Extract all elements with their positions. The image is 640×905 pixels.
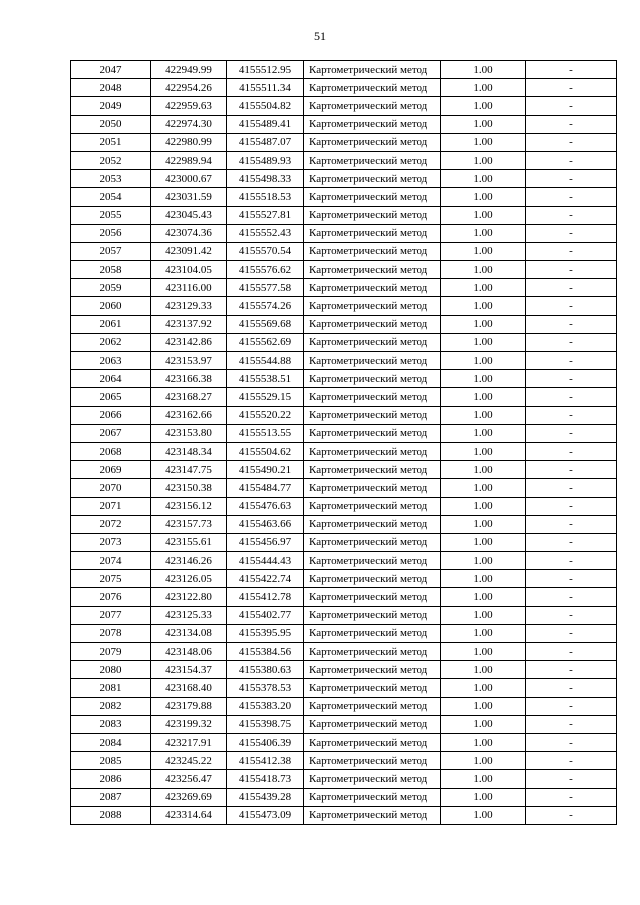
- y-coordinate-cell: 4155574.26: [227, 297, 304, 315]
- table-row: [71, 352, 617, 370]
- y-coordinate-cell: 4155489.41: [227, 115, 304, 133]
- accuracy-cell: 1.00: [441, 661, 526, 679]
- note-cell: -: [526, 406, 617, 424]
- y-coordinate-cell: 4155412.38: [227, 752, 304, 770]
- x-coordinate-cell: 423146.26: [151, 552, 227, 570]
- y-coordinate-cell: 4155576.62: [227, 261, 304, 279]
- x-coordinate-cell: 423104.05: [151, 261, 227, 279]
- x-coordinate-cell: 423166.38: [151, 370, 227, 388]
- table-row: [71, 570, 617, 588]
- x-coordinate-cell: 423256.47: [151, 770, 227, 788]
- note-cell: -: [526, 770, 617, 788]
- accuracy-cell: 1.00: [441, 115, 526, 133]
- note-cell: -: [526, 206, 617, 224]
- x-coordinate-cell: 423155.61: [151, 533, 227, 551]
- x-coordinate-cell: 423000.67: [151, 170, 227, 188]
- method-cell: Картометрический метод: [304, 606, 441, 624]
- x-coordinate-cell: 423157.73: [151, 515, 227, 533]
- note-cell: -: [526, 151, 617, 169]
- point-number-cell: 2049: [71, 97, 151, 115]
- point-number-cell: 2063: [71, 352, 151, 370]
- point-number-cell: 2066: [71, 406, 151, 424]
- point-number-cell: 2075: [71, 570, 151, 588]
- point-number-cell: 2083: [71, 715, 151, 733]
- method-cell: Картометрический метод: [304, 806, 441, 824]
- y-coordinate-cell: 4155412.78: [227, 588, 304, 606]
- table-row: [71, 170, 617, 188]
- y-coordinate-cell: 4155463.66: [227, 515, 304, 533]
- accuracy-cell: 1.00: [441, 297, 526, 315]
- table-row: [71, 770, 617, 788]
- table-row: [71, 370, 617, 388]
- y-coordinate-cell: 4155418.73: [227, 770, 304, 788]
- point-number-cell: 2084: [71, 733, 151, 751]
- accuracy-cell: 1.00: [441, 733, 526, 751]
- point-number-cell: 2080: [71, 661, 151, 679]
- note-cell: -: [526, 424, 617, 442]
- accuracy-cell: 1.00: [441, 133, 526, 151]
- method-cell: Картометрический метод: [304, 679, 441, 697]
- y-coordinate-cell: 4155518.53: [227, 188, 304, 206]
- accuracy-cell: 1.00: [441, 61, 526, 79]
- coordinates-table: [70, 60, 617, 825]
- method-cell: Картометрический метод: [304, 333, 441, 351]
- method-cell: Картометрический метод: [304, 297, 441, 315]
- y-coordinate-cell: 4155422.74: [227, 570, 304, 588]
- x-coordinate-cell: 423148.34: [151, 442, 227, 460]
- method-cell: Картометрический метод: [304, 370, 441, 388]
- note-cell: -: [526, 188, 617, 206]
- note-cell: -: [526, 297, 617, 315]
- x-coordinate-cell: 423142.86: [151, 333, 227, 351]
- table-row: [71, 461, 617, 479]
- point-number-cell: 2085: [71, 752, 151, 770]
- x-coordinate-cell: 423116.00: [151, 279, 227, 297]
- y-coordinate-cell: 4155395.95: [227, 624, 304, 642]
- accuracy-cell: 1.00: [441, 788, 526, 806]
- method-cell: Картометрический метод: [304, 715, 441, 733]
- method-cell: Картометрический метод: [304, 442, 441, 460]
- method-cell: Картометрический метод: [304, 515, 441, 533]
- accuracy-cell: 1.00: [441, 388, 526, 406]
- y-coordinate-cell: 4155562.69: [227, 333, 304, 351]
- point-number-cell: 2065: [71, 388, 151, 406]
- method-cell: Картометрический метод: [304, 61, 441, 79]
- table-row: [71, 333, 617, 351]
- y-coordinate-cell: 4155527.81: [227, 206, 304, 224]
- y-coordinate-cell: 4155504.82: [227, 97, 304, 115]
- accuracy-cell: 1.00: [441, 315, 526, 333]
- table-row: [71, 61, 617, 79]
- y-coordinate-cell: 4155487.07: [227, 133, 304, 151]
- x-coordinate-cell: 423150.38: [151, 479, 227, 497]
- y-coordinate-cell: 4155444.43: [227, 552, 304, 570]
- accuracy-cell: 1.00: [441, 442, 526, 460]
- accuracy-cell: 1.00: [441, 279, 526, 297]
- note-cell: -: [526, 461, 617, 479]
- note-cell: -: [526, 552, 617, 570]
- point-number-cell: 2048: [71, 79, 151, 97]
- note-cell: -: [526, 533, 617, 551]
- method-cell: Картометрический метод: [304, 752, 441, 770]
- coordinates-table-body: [71, 61, 617, 825]
- note-cell: -: [526, 388, 617, 406]
- note-cell: -: [526, 752, 617, 770]
- y-coordinate-cell: 4155402.77: [227, 606, 304, 624]
- table-row: [71, 315, 617, 333]
- method-cell: Картометрический метод: [304, 115, 441, 133]
- x-coordinate-cell: 423153.97: [151, 352, 227, 370]
- x-coordinate-cell: 423129.33: [151, 297, 227, 315]
- note-cell: -: [526, 61, 617, 79]
- point-number-cell: 2064: [71, 370, 151, 388]
- table-row: [71, 715, 617, 733]
- method-cell: Картометрический метод: [304, 643, 441, 661]
- point-number-cell: 2081: [71, 679, 151, 697]
- accuracy-cell: 1.00: [441, 752, 526, 770]
- y-coordinate-cell: 4155489.93: [227, 151, 304, 169]
- x-coordinate-cell: 423154.37: [151, 661, 227, 679]
- method-cell: Картометрический метод: [304, 788, 441, 806]
- method-cell: Картометрический метод: [304, 479, 441, 497]
- x-coordinate-cell: 423217.91: [151, 733, 227, 751]
- accuracy-cell: 1.00: [441, 170, 526, 188]
- method-cell: Картометрический метод: [304, 697, 441, 715]
- point-number-cell: 2069: [71, 461, 151, 479]
- table-row: [71, 79, 617, 97]
- point-number-cell: 2077: [71, 606, 151, 624]
- method-cell: Картометрический метод: [304, 497, 441, 515]
- table-row: [71, 242, 617, 260]
- x-coordinate-cell: 423168.40: [151, 679, 227, 697]
- y-coordinate-cell: 4155476.63: [227, 497, 304, 515]
- point-number-cell: 2079: [71, 643, 151, 661]
- y-coordinate-cell: 4155511.34: [227, 79, 304, 97]
- point-number-cell: 2050: [71, 115, 151, 133]
- note-cell: -: [526, 315, 617, 333]
- note-cell: -: [526, 370, 617, 388]
- point-number-cell: 2053: [71, 170, 151, 188]
- point-number-cell: 2071: [71, 497, 151, 515]
- table-row: [71, 624, 617, 642]
- x-coordinate-cell: 423269.69: [151, 788, 227, 806]
- table-row: [71, 115, 617, 133]
- accuracy-cell: 1.00: [441, 497, 526, 515]
- method-cell: Картометрический метод: [304, 97, 441, 115]
- point-number-cell: 2074: [71, 552, 151, 570]
- x-coordinate-cell: 422974.30: [151, 115, 227, 133]
- x-coordinate-cell: 423137.92: [151, 315, 227, 333]
- table-row: [71, 752, 617, 770]
- note-cell: -: [526, 606, 617, 624]
- method-cell: Картометрический метод: [304, 461, 441, 479]
- y-coordinate-cell: 4155552.43: [227, 224, 304, 242]
- x-coordinate-cell: 422959.63: [151, 97, 227, 115]
- method-cell: Картометрический метод: [304, 352, 441, 370]
- point-number-cell: 2051: [71, 133, 151, 151]
- y-coordinate-cell: 4155512.95: [227, 61, 304, 79]
- x-coordinate-cell: 423199.32: [151, 715, 227, 733]
- accuracy-cell: 1.00: [441, 588, 526, 606]
- y-coordinate-cell: 4155504.62: [227, 442, 304, 460]
- note-cell: -: [526, 352, 617, 370]
- y-coordinate-cell: 4155439.28: [227, 788, 304, 806]
- point-number-cell: 2076: [71, 588, 151, 606]
- accuracy-cell: 1.00: [441, 697, 526, 715]
- method-cell: Картометрический метод: [304, 552, 441, 570]
- x-coordinate-cell: 423122.80: [151, 588, 227, 606]
- x-coordinate-cell: 423156.12: [151, 497, 227, 515]
- method-cell: Картометрический метод: [304, 133, 441, 151]
- table-row: [71, 297, 617, 315]
- note-cell: -: [526, 242, 617, 260]
- accuracy-cell: 1.00: [441, 224, 526, 242]
- x-coordinate-cell: 423126.05: [151, 570, 227, 588]
- point-number-cell: 2052: [71, 151, 151, 169]
- point-number-cell: 2061: [71, 315, 151, 333]
- accuracy-cell: 1.00: [441, 333, 526, 351]
- note-cell: -: [526, 224, 617, 242]
- y-coordinate-cell: 4155378.53: [227, 679, 304, 697]
- note-cell: -: [526, 479, 617, 497]
- accuracy-cell: 1.00: [441, 570, 526, 588]
- table-row: [71, 188, 617, 206]
- method-cell: Картометрический метод: [304, 733, 441, 751]
- note-cell: -: [526, 806, 617, 824]
- y-coordinate-cell: 4155529.15: [227, 388, 304, 406]
- note-cell: -: [526, 624, 617, 642]
- point-number-cell: 2067: [71, 424, 151, 442]
- accuracy-cell: 1.00: [441, 479, 526, 497]
- point-number-cell: 2055: [71, 206, 151, 224]
- table-row: [71, 224, 617, 242]
- y-coordinate-cell: 4155473.09: [227, 806, 304, 824]
- note-cell: -: [526, 279, 617, 297]
- note-cell: -: [526, 442, 617, 460]
- accuracy-cell: 1.00: [441, 461, 526, 479]
- note-cell: -: [526, 170, 617, 188]
- x-coordinate-cell: 423162.66: [151, 406, 227, 424]
- x-coordinate-cell: 423134.08: [151, 624, 227, 642]
- note-cell: -: [526, 333, 617, 351]
- point-number-cell: 2070: [71, 479, 151, 497]
- y-coordinate-cell: 4155456.97: [227, 533, 304, 551]
- point-number-cell: 2058: [71, 261, 151, 279]
- method-cell: Картометрический метод: [304, 624, 441, 642]
- accuracy-cell: 1.00: [441, 606, 526, 624]
- table-row: [71, 533, 617, 551]
- table-row: [71, 479, 617, 497]
- y-coordinate-cell: 4155569.68: [227, 315, 304, 333]
- method-cell: Картометрический метод: [304, 533, 441, 551]
- accuracy-cell: 1.00: [441, 97, 526, 115]
- table-row: [71, 424, 617, 442]
- y-coordinate-cell: 4155538.51: [227, 370, 304, 388]
- point-number-cell: 2056: [71, 224, 151, 242]
- y-coordinate-cell: 4155490.21: [227, 461, 304, 479]
- x-coordinate-cell: 422954.26: [151, 79, 227, 97]
- method-cell: Картометрический метод: [304, 170, 441, 188]
- x-coordinate-cell: 422989.94: [151, 151, 227, 169]
- table-row: [71, 206, 617, 224]
- accuracy-cell: 1.00: [441, 515, 526, 533]
- method-cell: Картометрический метод: [304, 224, 441, 242]
- table-row: [71, 679, 617, 697]
- method-cell: Картометрический метод: [304, 388, 441, 406]
- table-row: [71, 515, 617, 533]
- x-coordinate-cell: 423179.88: [151, 697, 227, 715]
- page-number: 51: [314, 29, 326, 43]
- method-cell: Картометрический метод: [304, 242, 441, 260]
- table-row: [71, 133, 617, 151]
- accuracy-cell: 1.00: [441, 424, 526, 442]
- point-number-cell: 2060: [71, 297, 151, 315]
- accuracy-cell: 1.00: [441, 406, 526, 424]
- method-cell: Картометрический метод: [304, 261, 441, 279]
- accuracy-cell: 1.00: [441, 370, 526, 388]
- table-row: [71, 661, 617, 679]
- point-number-cell: 2073: [71, 533, 151, 551]
- note-cell: -: [526, 133, 617, 151]
- table-row: [71, 261, 617, 279]
- point-number-cell: 2087: [71, 788, 151, 806]
- y-coordinate-cell: 4155570.54: [227, 242, 304, 260]
- x-coordinate-cell: 423153.80: [151, 424, 227, 442]
- table-row: [71, 552, 617, 570]
- y-coordinate-cell: 4155513.55: [227, 424, 304, 442]
- point-number-cell: 2086: [71, 770, 151, 788]
- accuracy-cell: 1.00: [441, 533, 526, 551]
- accuracy-cell: 1.00: [441, 679, 526, 697]
- point-number-cell: 2082: [71, 697, 151, 715]
- note-cell: -: [526, 515, 617, 533]
- table-row: [71, 97, 617, 115]
- y-coordinate-cell: 4155577.58: [227, 279, 304, 297]
- note-cell: -: [526, 697, 617, 715]
- accuracy-cell: 1.00: [441, 715, 526, 733]
- y-coordinate-cell: 4155384.56: [227, 643, 304, 661]
- accuracy-cell: 1.00: [441, 242, 526, 260]
- table-row: [71, 643, 617, 661]
- note-cell: -: [526, 715, 617, 733]
- x-coordinate-cell: 422980.99: [151, 133, 227, 151]
- method-cell: Картометрический метод: [304, 424, 441, 442]
- accuracy-cell: 1.00: [441, 206, 526, 224]
- note-cell: -: [526, 733, 617, 751]
- method-cell: Картометрический метод: [304, 406, 441, 424]
- point-number-cell: 2059: [71, 279, 151, 297]
- table-row: [71, 406, 617, 424]
- note-cell: -: [526, 97, 617, 115]
- point-number-cell: 2054: [71, 188, 151, 206]
- x-coordinate-cell: 423031.59: [151, 188, 227, 206]
- method-cell: Картометрический метод: [304, 570, 441, 588]
- point-number-cell: 2047: [71, 61, 151, 79]
- y-coordinate-cell: 4155498.33: [227, 170, 304, 188]
- x-coordinate-cell: 423074.36: [151, 224, 227, 242]
- table-row: [71, 388, 617, 406]
- table-row: [71, 697, 617, 715]
- accuracy-cell: 1.00: [441, 352, 526, 370]
- method-cell: Картометрический метод: [304, 770, 441, 788]
- note-cell: -: [526, 261, 617, 279]
- accuracy-cell: 1.00: [441, 79, 526, 97]
- accuracy-cell: 1.00: [441, 261, 526, 279]
- x-coordinate-cell: 423125.33: [151, 606, 227, 624]
- accuracy-cell: 1.00: [441, 643, 526, 661]
- accuracy-cell: 1.00: [441, 624, 526, 642]
- method-cell: Картометрический метод: [304, 279, 441, 297]
- point-number-cell: 2068: [71, 442, 151, 460]
- method-cell: Картометрический метод: [304, 151, 441, 169]
- x-coordinate-cell: 423091.42: [151, 242, 227, 260]
- note-cell: -: [526, 679, 617, 697]
- accuracy-cell: 1.00: [441, 806, 526, 824]
- table-row: [71, 733, 617, 751]
- x-coordinate-cell: 423245.22: [151, 752, 227, 770]
- note-cell: -: [526, 788, 617, 806]
- point-number-cell: 2062: [71, 333, 151, 351]
- accuracy-cell: 1.00: [441, 188, 526, 206]
- method-cell: Картометрический метод: [304, 188, 441, 206]
- table-row: [71, 588, 617, 606]
- x-coordinate-cell: 423045.43: [151, 206, 227, 224]
- point-number-cell: 2072: [71, 515, 151, 533]
- y-coordinate-cell: 4155520.22: [227, 406, 304, 424]
- note-cell: -: [526, 643, 617, 661]
- point-number-cell: 2057: [71, 242, 151, 260]
- y-coordinate-cell: 4155544.88: [227, 352, 304, 370]
- y-coordinate-cell: 4155484.77: [227, 479, 304, 497]
- method-cell: Картометрический метод: [304, 315, 441, 333]
- note-cell: -: [526, 588, 617, 606]
- x-coordinate-cell: 423314.64: [151, 806, 227, 824]
- table-row: [71, 788, 617, 806]
- point-number-cell: 2088: [71, 806, 151, 824]
- note-cell: -: [526, 661, 617, 679]
- x-coordinate-cell: 423147.75: [151, 461, 227, 479]
- table-row: [71, 606, 617, 624]
- table-row: [71, 497, 617, 515]
- table-row: [71, 806, 617, 824]
- point-number-cell: 2078: [71, 624, 151, 642]
- note-cell: -: [526, 79, 617, 97]
- y-coordinate-cell: 4155406.39: [227, 733, 304, 751]
- method-cell: Картометрический метод: [304, 588, 441, 606]
- table-row: [71, 151, 617, 169]
- x-coordinate-cell: 422949.99: [151, 61, 227, 79]
- y-coordinate-cell: 4155383.20: [227, 697, 304, 715]
- y-coordinate-cell: 4155380.63: [227, 661, 304, 679]
- accuracy-cell: 1.00: [441, 770, 526, 788]
- table-row: [71, 279, 617, 297]
- accuracy-cell: 1.00: [441, 151, 526, 169]
- y-coordinate-cell: 4155398.75: [227, 715, 304, 733]
- note-cell: -: [526, 570, 617, 588]
- method-cell: Картометрический метод: [304, 661, 441, 679]
- note-cell: -: [526, 115, 617, 133]
- method-cell: Картометрический метод: [304, 79, 441, 97]
- x-coordinate-cell: 423168.27: [151, 388, 227, 406]
- x-coordinate-cell: 423148.06: [151, 643, 227, 661]
- note-cell: -: [526, 497, 617, 515]
- accuracy-cell: 1.00: [441, 552, 526, 570]
- table-row: [71, 442, 617, 460]
- method-cell: Картометрический метод: [304, 206, 441, 224]
